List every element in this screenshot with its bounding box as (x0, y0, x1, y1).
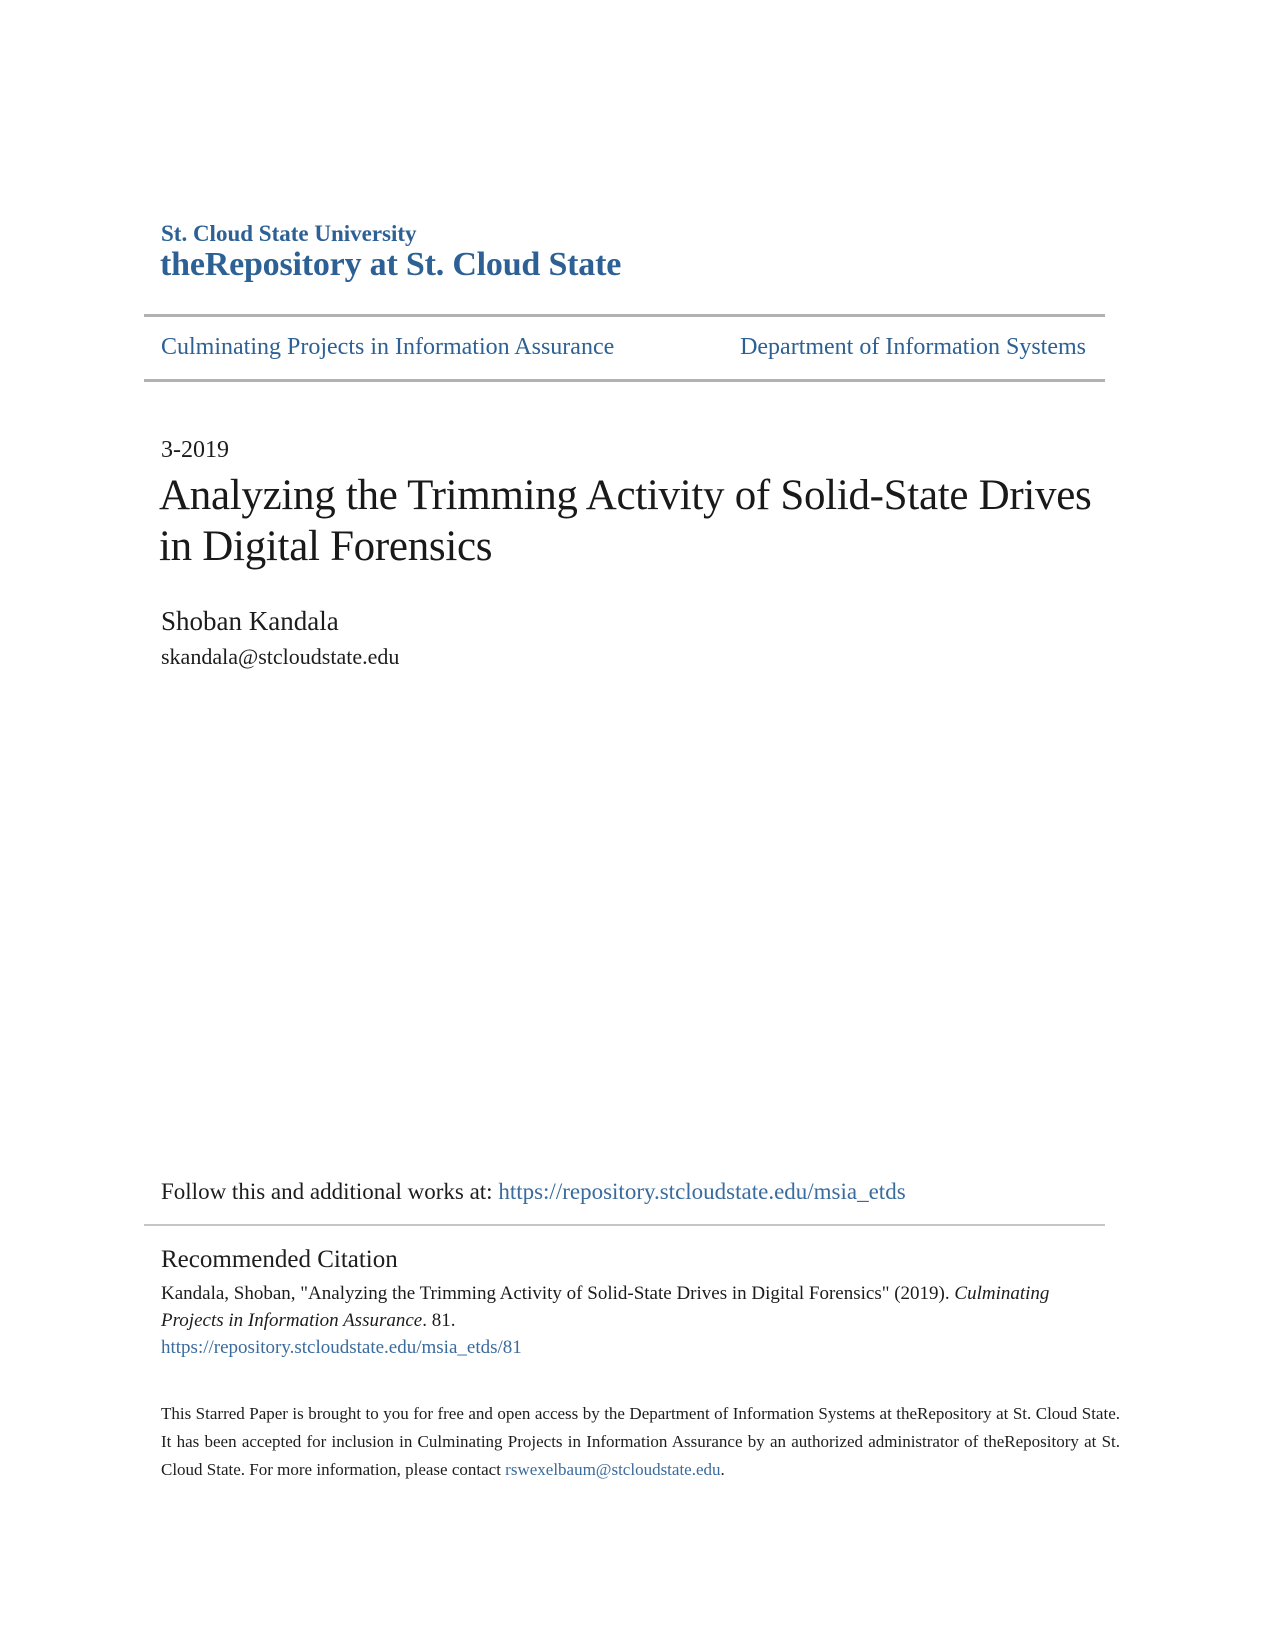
follow-works-line (161, 1179, 906, 1205)
repository-title: theRepository at St. Cloud State (160, 246, 622, 283)
author-email: skandala@stcloudstate.edu (161, 644, 400, 669)
collection-url-link[interactable]: https://repository.stcloudstate.edu/msia_etds (498, 1179, 906, 1204)
header-divider (144, 314, 1105, 317)
collection-nav-row (161, 334, 1086, 361)
citation-number: . 81. (422, 1310, 456, 1331)
collection-link[interactable]: Culminating Projects in Information Assurance (161, 334, 615, 360)
access-statement-period: . (720, 1460, 725, 1479)
access-statement-text: This Starred Paper is brought to you for free and open access by the Department of Information Systems at theRepository at St. Cloud State. It has been accepted for inclusion in Culminating Projects in Information Assurance by an authorized administrator of theRepository at St. Cloud State. For more information, please contact (161, 1404, 1120, 1479)
citation-series-title: Culminating Projects in Information Assurance (161, 1283, 1050, 1331)
citation-url-link[interactable]: https://repository.stcloudstate.edu/msia_etds/81 (161, 1337, 522, 1358)
access-statement (161, 1400, 1120, 1484)
paper-title: Analyzing the Trimming Activity of Solid-State Drives in Digital Forensics (159, 472, 1092, 570)
contact-email-link[interactable]: rswexelbaum@stcloudstate.edu (505, 1460, 721, 1479)
recommended-citation-body (161, 1280, 1096, 1361)
publication-date: 3-2019 (161, 437, 229, 463)
citation-text: Kandala, Shoban, "Analyzing the Trimming Activity of Solid-State Drives in Digital Forensics" (2019). (161, 1283, 955, 1304)
citation-divider (144, 1224, 1105, 1226)
nav-divider (144, 379, 1105, 382)
author-name: Shoban Kandala (161, 606, 339, 636)
department-link[interactable]: Department of Information Systems (740, 334, 1086, 360)
institution-name: St. Cloud State University (161, 221, 417, 246)
follow-works-label: Follow this and additional works at: (161, 1179, 499, 1204)
recommended-citation-heading: Recommended Citation (161, 1246, 398, 1273)
